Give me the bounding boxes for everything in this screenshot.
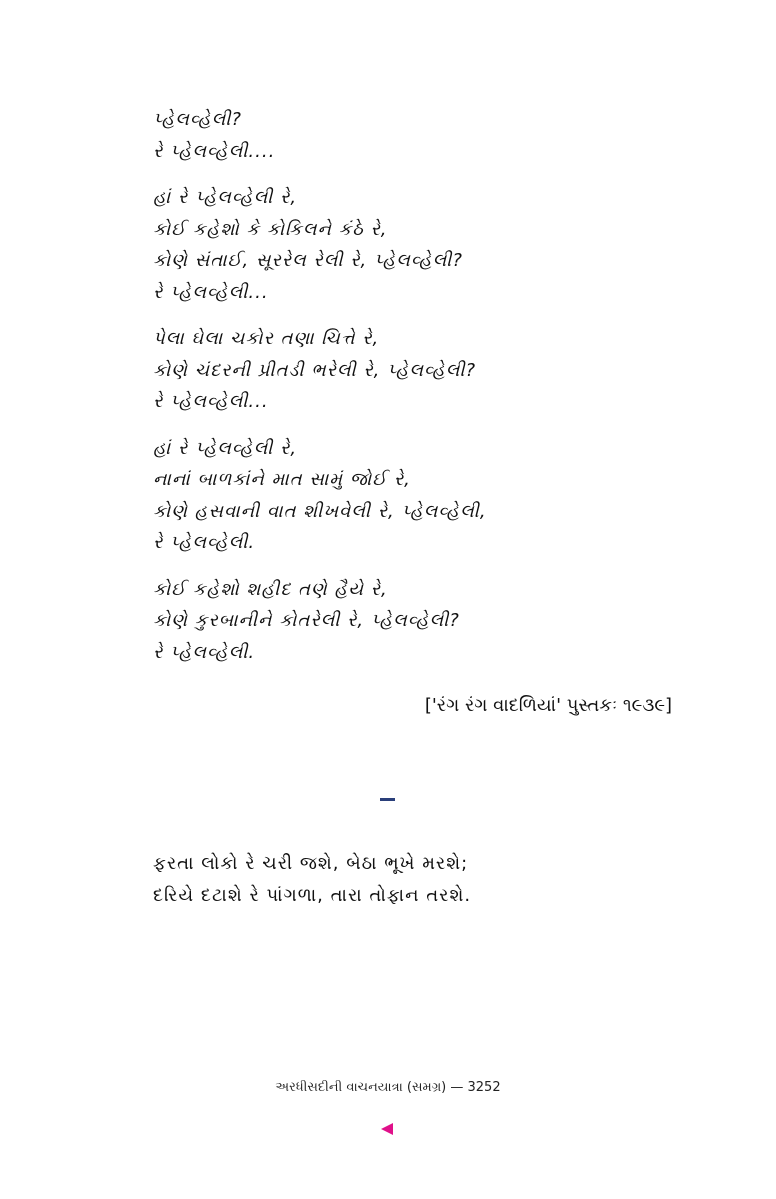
couplet-line: દરિયે દટાશે રે પાંગળા, તારા તોફાન તરશે.	[153, 884, 472, 906]
poem-line: રે પ્હેલવ્હેલી....	[153, 140, 276, 162]
poem-line: રે પ્હેલવ્હેલી.	[153, 641, 256, 663]
stanza	[153, 182, 713, 308]
poem-line: કોઈ કહેશો શહીદ તણે હૈયે રે,	[153, 578, 388, 600]
poem-line: રે પ્હેલવ્હેલી...	[153, 391, 269, 412]
poem-line: હાં રે પ્હેલવ્હેલી રે,	[153, 437, 298, 459]
source-citation: ['રંગ રંગ વાદળિયાં' પુસ્તકઃ ૧૯૩૯]	[424, 695, 672, 716]
poem-line: રે પ્હેલવ્હેલી...	[153, 281, 269, 303]
poem-line: કોણે ચંદરની પ્રીતડી ભરેલી રે, પ્હેલવ્હેલી?	[153, 359, 477, 381]
poem-line: હાં રે પ્હેલવ્હેલી રે,	[153, 187, 298, 208]
stanza	[153, 104, 713, 167]
section-divider	[380, 798, 395, 801]
poem-line: પેલા ઘેલા ચકોર તણા ચિત્તે રે,	[153, 328, 380, 349]
poem-line: કોઈ કહેશો કે કોકિલને કંઠે રે,	[153, 218, 388, 240]
couplet	[153, 848, 471, 911]
poem-line: કોણે કુરબાનીને કોતરેલી રે, પ્હેલવ્હેલી?	[153, 610, 460, 631]
poem-line: કોણે હસવાની વાત શીખવેલી રે, પ્હેલવ્હેલી,	[153, 500, 487, 522]
stanza	[153, 433, 713, 559]
poem-line: કોણે સંતાઈ, સૂરરેલ રેલી રે, પ્હેલવ્હેલી?	[153, 250, 463, 271]
stanza	[153, 574, 713, 669]
poem-line: રે પ્હેલવ્હેલી.	[153, 532, 256, 553]
stanza	[153, 323, 713, 418]
page-footer: અરધીસદીની વાચનયાત્રા (સમગ્ર) — 3252	[275, 1080, 501, 1095]
poem	[153, 104, 713, 683]
couplet-line: ફરતા લોકો રે ચરી જશે, બેઠા ભૂખે મરશે;	[153, 853, 469, 874]
poem-line: પ્હેલવ્હેલી?	[153, 109, 242, 130]
poem-line: નાનાં બાળકાંને માત સામું જોઈ રે,	[153, 469, 411, 490]
previous-page-icon[interactable]	[381, 1123, 393, 1135]
